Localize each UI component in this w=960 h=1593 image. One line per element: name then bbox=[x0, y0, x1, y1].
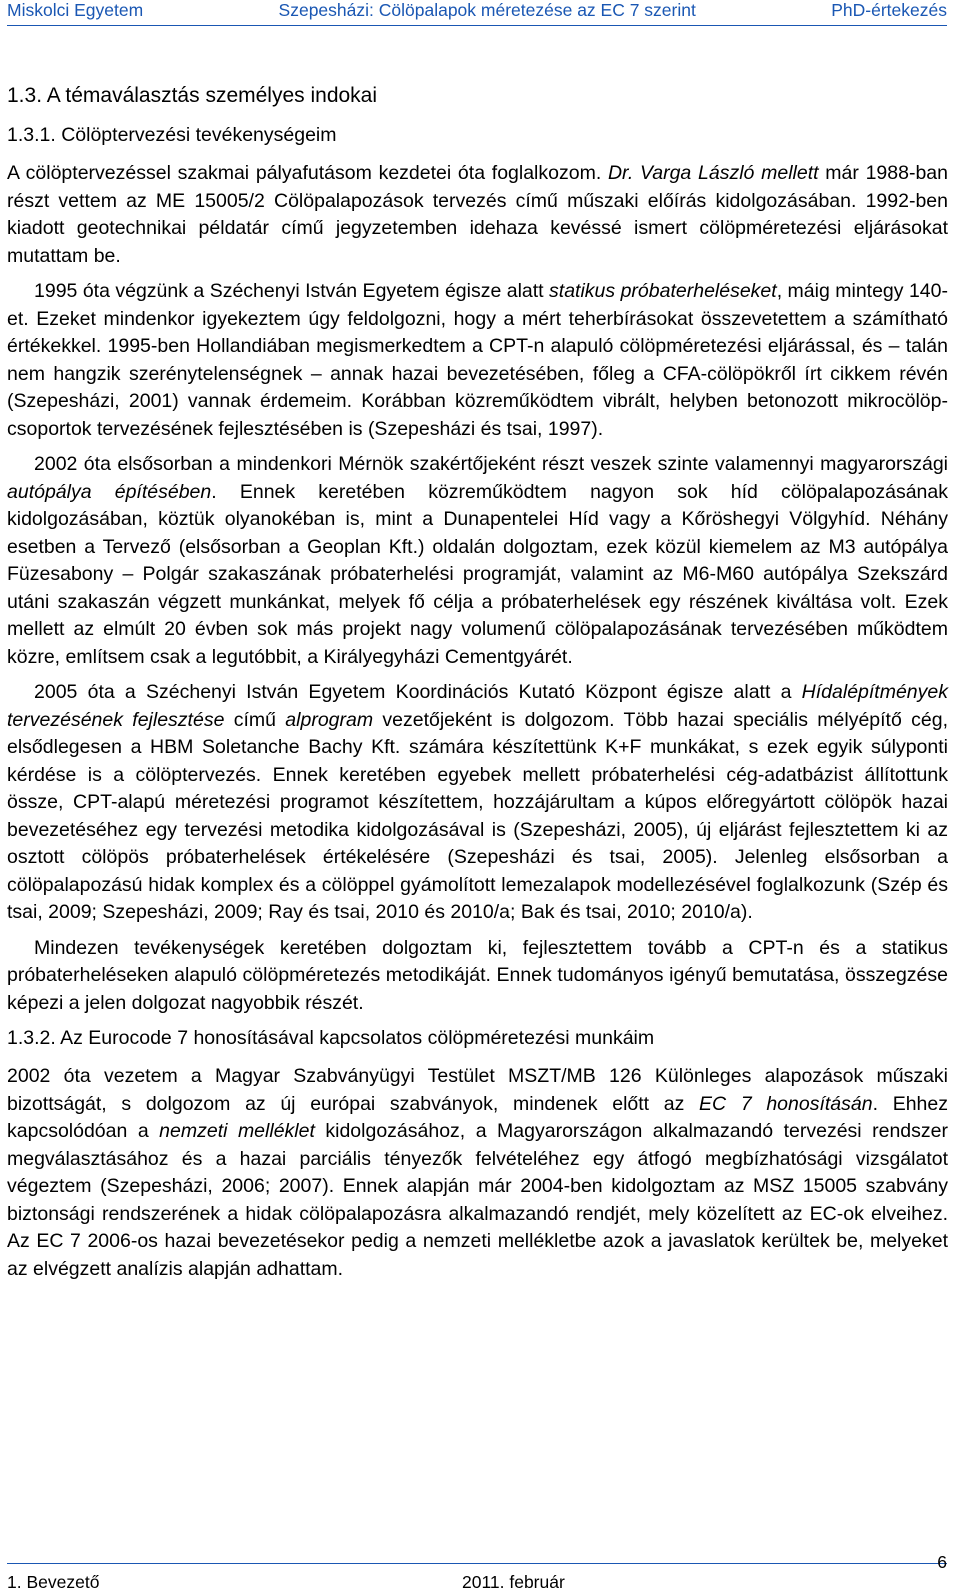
paragraph-2-a: 1995 óta végzünk a Széchenyi István Egyetem égisze alatt bbox=[34, 280, 550, 302]
paragraph-6-d: nemzeti melléklet bbox=[159, 1120, 315, 1142]
page-number: 6 bbox=[937, 1552, 947, 1572]
paragraph-3-c: . Ennek keretében közreműködtem nagyon sok híd cölöpalapozásának kidolgozásában, köztük olyanokéban is, mint a Dunapentelei Híd vagy a Kőröshegyi Völgyhíd. Néhány esetben a Tervező (elsősorban a Geoplan Kft.) oldalán dolgoztam, ezek közül kiemelem az M3 autópálya Füzesabony – Polgár szakaszának próbaterhelési programját, valamint az M6-M60 autópálya Szekszárd utáni szakaszán végzett munkánkat, melyek fő célja a próbaterhelések egy részének kiváltása volt. Ezek mellett az elmúlt 20 évben sok más projekt nagy volumenű cölöpalapozásának tervezésében működtem közre, említsem csak a legutóbbit, a Királyegyházi Cementgyárét. bbox=[7, 480, 948, 668]
page-footer bbox=[7, 1552, 947, 1592]
paragraph-6-b: EC 7 honosításán bbox=[699, 1092, 873, 1115]
paragraph-1-a: A cölöptervezéssel szakmai pályafutásom kezdetei óta foglalkozom. bbox=[7, 162, 608, 184]
paragraph-1-b: Dr. Varga László mellett bbox=[607, 162, 819, 184]
paragraph-4-e: vezetőjeként is dolgozom. Több hazai speciális mélyépítő cég, elsődlegesen a HBM Soletanche Bachy Kft. számára készítettünk K+F munkákat, s ezek egyik súlyponti kérdése is a cölöptervezés. Ennek keretében egyebek mellett próbaterhelési cég-adatbázist állítottunk össze, CPT-alapú méretezési programot készítettem, hozzájárultam a kúpos előregyártott cölöpök hazai bevezetéséhez egy tervezési metodika kidolgozásával is (Szepesházi, 2005), új eljárást fejlesztettem ki az osztott cölöpös próbaterhelések értékelésére (Szepesházi és tsai, 2005). Jelenleg elsősorban a cölöpalapozású hidak komplex és a cölöppel gyámolított lemezalapok modellezésével foglalkozunk (Szép és tsai, 2009; Szepesházi, 2009; Ray és tsai, 2010 és 2010/a; Bak és tsai, 2010; 2010/a). bbox=[7, 708, 948, 923]
paragraph-3-b: autópálya építésében bbox=[7, 480, 212, 503]
paragraph-5: Mindezen tevékenységek keretében dolgoztam ki, fejlesztettem tovább a CPT-n és a statikus próbaterheléseken alapuló cölöpméretezés metodikáját. Ennek tudományos igényű bemutatása, összegzése képezi a jelen dolgozat nagyobbik részét. bbox=[7, 936, 948, 1014]
subsection-title-1: 1.3.1. Cölöptervezési tevékenységeim bbox=[7, 124, 337, 146]
paragraph-6-e: kidolgozásához, a Magyarországon alkalmazandó tervezési rendszer megválasztásához és a hazai parciális tényezők felvételéhez egy átfogó megbízhatósági vizsgálatot végeztem (Szepesházi, 2006; 2007). Ennek alapján már 2004-ben kidolgoztam az MSZ 15005 szabvány biztonsági rendszerének a hidak cölöpalapozásra alkalmazandó rendjét, mely közelített az EC-ok elveihez. Az EC 7 2006-os hazai bevezetésekor pedig a nemzeti mellékletbe azok a javaslatok kerültek be, melyeket az elvégzett analízis alapján adhattam. bbox=[7, 1120, 948, 1280]
header-university: Miskolci Egyetem bbox=[7, 0, 144, 20]
header-doc-type: PhD-értekezés bbox=[831, 0, 947, 20]
paragraph-1 bbox=[7, 160, 948, 270]
paragraph-2-c: , máig mintegy 140-et. Ezeket mindenkor igyekeztem úgy feldolgozni, hogy a mért teherbírásokat összevetettem a számítható értékekkel. 1995-ben Hollandiában megismerkedtem a CPT-n alapuló cölöpméretezési eljárással, és – talán nem hangzik szerénytelenségnek – annak hazai bevezetésében, főleg a CFA-cölöpökről írt cikkem révén (Szepesházi, 2001) vannak érdemeim. Korábban közreműködtem vibrált, helyben betonozott mikrocölöp-csoportok tervezésének fejlesztésében is (Szepesházi és tsai, 1997). bbox=[7, 280, 948, 440]
footer-date: 2011. február bbox=[462, 1572, 565, 1592]
header-divider bbox=[7, 25, 947, 26]
paragraph-6-c: . Ehhez kapcsolódóan a bbox=[7, 1092, 948, 1142]
paragraph-2-b: statikus próbaterheléseket bbox=[549, 280, 777, 302]
paragraph-2 bbox=[7, 278, 948, 443]
page-header bbox=[7, 0, 947, 24]
paragraph-3-a: 2002 óta elsősorban a mindenkori Mérnök szakértőjeként részt veszek szinte valamennyi magyarországi bbox=[34, 453, 948, 475]
header-title: Szepesházi: Cölöpalapok méretezése az EC 7 szerint bbox=[278, 0, 696, 20]
section-title: 1.3. A témaválasztás személyes indokai bbox=[7, 84, 378, 107]
subsection-title-2: 1.3.2. Az Eurocode 7 honosításával kapcsolatos cölöpméretezési munkáim bbox=[7, 1027, 655, 1049]
paragraph-4-a: 2005 óta a Széchenyi István Egyetem Koordinációs Kutató Központ égisze alatt a bbox=[34, 681, 802, 703]
paragraph-6 bbox=[7, 1063, 948, 1283]
footer-chapter: 1. Bevezető bbox=[7, 1572, 100, 1592]
paragraph-4-c: című bbox=[224, 708, 286, 731]
paragraph-4 bbox=[7, 679, 948, 927]
document-body bbox=[7, 82, 948, 1291]
paragraph-4-b: Hídalépítmények tervezésének fejlesztése bbox=[7, 681, 948, 731]
paragraph-1-c: már 1988-ban részt vettem az ME 15005/2 Cölöpalapozások tervezés című műszaki előírás kidolgozásában. 1992-ben kiadott geotechnikai példatár című jegyzetemben idehaza kevéssé ismert cölöpméretezési eljárásokat mutattam be. bbox=[7, 162, 948, 267]
paragraph-6-a: 2002 óta vezetem a Magyar Szabványügyi Testület MSZT/MB 126 Különleges alapozások műszaki bizottságát, s dolgozom az új európai szabványok, mindenek előtt az bbox=[7, 1065, 948, 1115]
paragraph-4-d: alprogram bbox=[285, 708, 374, 731]
footer-divider bbox=[7, 1563, 947, 1564]
paragraph-3 bbox=[7, 451, 948, 671]
